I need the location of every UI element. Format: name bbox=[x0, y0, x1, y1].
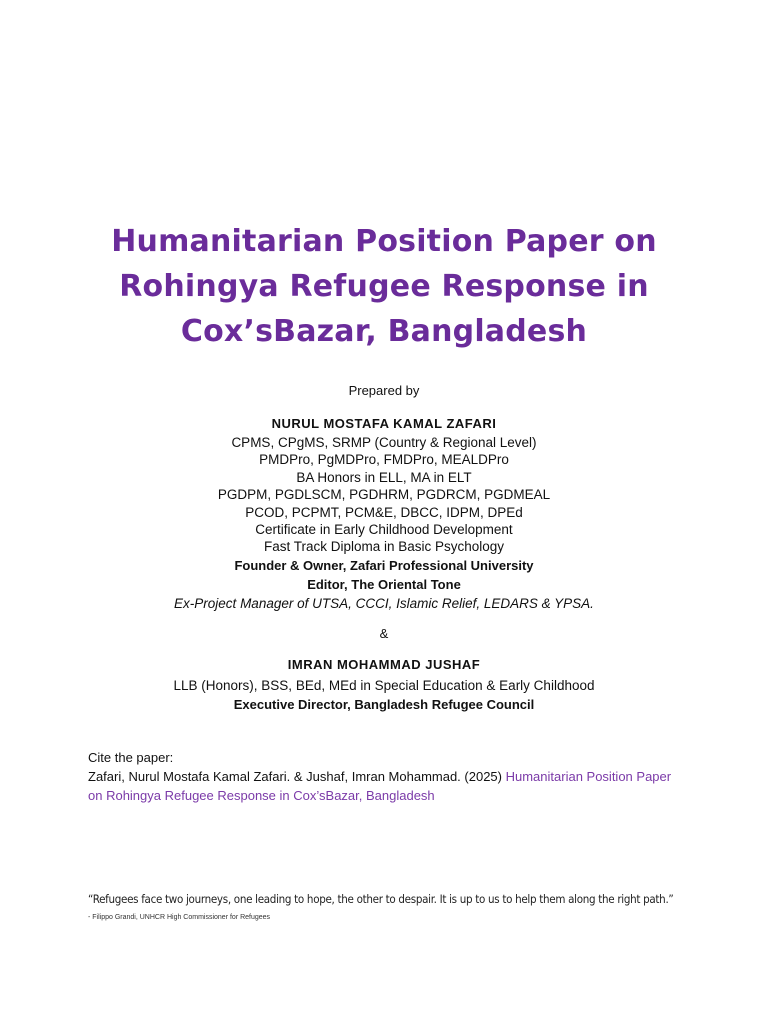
author1-former-roles: Ex-Project Manager of UTSA, CCCI, Islamic Relief, LEDARS & YPSA. bbox=[174, 595, 594, 611]
paper-title bbox=[60, 219, 708, 354]
author1-role-editor: Editor, The Oriental Tone bbox=[307, 576, 461, 592]
citation-label: Cite the paper: bbox=[88, 750, 174, 765]
author2-name: IMRAN MOHAMMAD JUSHAF bbox=[287, 657, 481, 672]
credential-line: PGDPM, PGDLSCM, PGDHRM, PGDRCM, PGDMEAL bbox=[217, 487, 551, 503]
credential-line: CPMS, CPgMS, SRMP (Country & Regional Level) bbox=[231, 435, 537, 450]
title-line: Cox’sBazar, Bangladesh bbox=[180, 314, 588, 349]
citation-link[interactable]: Humanitarian Position Paper on Rohingya Refugee Response in Cox’sBazar, Bangladesh bbox=[88, 769, 672, 803]
author1-credentials bbox=[60, 434, 708, 614]
author1-name: NURUL MOSTAFA KAMAL ZAFARI bbox=[271, 416, 497, 431]
citation-block bbox=[88, 748, 688, 805]
credential-line: PMDPro, PgMDPro, FMDPro, MEALDPro bbox=[259, 452, 509, 468]
credential-line: BA Honors in ELL, MA in ELT bbox=[296, 469, 472, 485]
title-line: Humanitarian Position Paper on bbox=[111, 224, 657, 259]
author2-role: Executive Director, Bangladesh Refugee Council bbox=[233, 697, 535, 712]
credential-line: Certificate in Early Childhood Development bbox=[255, 522, 513, 538]
prepared-by-label: Prepared by bbox=[348, 383, 420, 398]
quote-text: “Refugees face two journeys, one leading to hope, the other to despair. It is up to us to help them along the right path.” bbox=[88, 892, 674, 906]
credential-line: Fast Track Diploma in Basic Psychology bbox=[263, 539, 505, 555]
quote-attribution: - Filippo Grandi, UNHCR High Commissioner for Refugees bbox=[88, 914, 271, 921]
ampersand: & bbox=[379, 626, 389, 641]
title-line: Rohingya Refugee Response in bbox=[119, 269, 649, 304]
citation-prefix: Zafari, Nurul Mostafa Kamal Zafari. & Jushaf, Imran Mohammad. (2025) bbox=[88, 769, 506, 784]
author2-details bbox=[60, 677, 708, 714]
credential-line: PCOD, PCPMT, PCM&E, DBCC, IDPM, DPEd bbox=[245, 504, 523, 520]
author2-credentials: LLB (Honors), BSS, BEd, MEd in Special Education & Early Childhood bbox=[173, 678, 595, 693]
author1-role-founder: Founder & Owner, Zafari Professional University bbox=[234, 557, 534, 573]
citation-text bbox=[88, 767, 688, 805]
